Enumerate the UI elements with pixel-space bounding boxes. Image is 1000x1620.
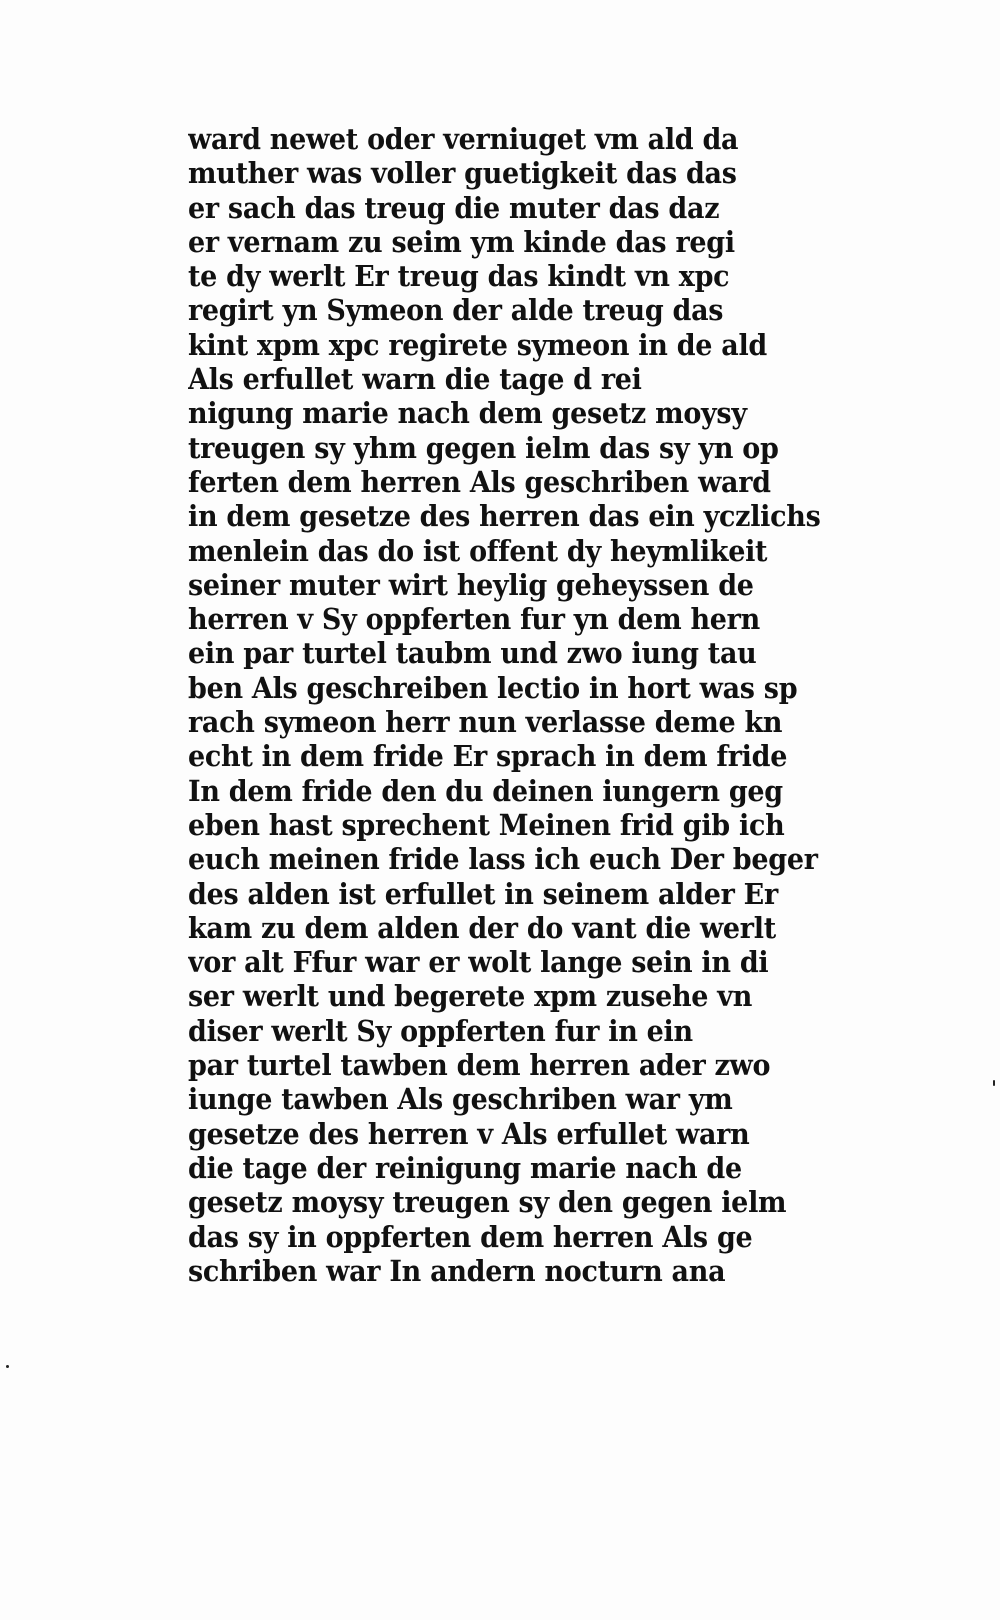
manuscript-line: des alden ist erfullet in seinem alder Er [188, 876, 778, 911]
ink-speck [993, 1080, 995, 1086]
manuscript-line: te dy werlt Er treug das kindt vn xpc [188, 259, 730, 294]
manuscript-line: muther was voller guetigkeit das das [188, 156, 737, 191]
manuscript-line: das sy in oppferten dem herren Als ge [188, 1219, 753, 1254]
manuscript-text-block [188, 122, 948, 1288]
ink-speck [6, 1365, 9, 1368]
manuscript-line: ser werlt und begerete xpm zusehe vn [188, 979, 753, 1014]
manuscript-line: iunge tawben Als geschriben war ym [188, 1082, 733, 1117]
manuscript-line: diser werlt Sy oppferten fur in ein [188, 1013, 693, 1048]
manuscript-line: menlein das do ist offent dy heymlikeit [188, 533, 768, 568]
manuscript-line: ein par turtel taubm und zwo iung tau [188, 636, 757, 671]
manuscript-line: eben hast sprechent Meinen frid gib ich [188, 807, 785, 842]
manuscript-line: regirt yn Symeon der alde treug das [188, 293, 724, 328]
manuscript-line: par turtel tawben dem herren ader zwo [188, 1048, 771, 1083]
manuscript-line: treugen sy yhm gegen ielm das sy yn op [188, 430, 779, 465]
manuscript-line: in dem gesetze des herren das ein yczlichs [188, 499, 821, 534]
manuscript-line: nigung marie nach dem gesetz moysy [188, 396, 747, 431]
manuscript-line: er vernam zu seim ym kinde das regi [188, 224, 735, 259]
manuscript-line: In dem fride den du deinen iungern geg [188, 773, 783, 808]
manuscript-line: Als erfullet warn die tage d rei [188, 362, 642, 397]
manuscript-line: vor alt Ffur war er wolt lange sein in di [188, 945, 769, 980]
manuscript-line: schriben war In andern nocturn ana [188, 1253, 726, 1288]
manuscript-line: ben Als geschreiben lectio in hort was sp [188, 670, 798, 705]
manuscript-line: ferten dem herren Als geschriben ward [188, 464, 771, 499]
manuscript-line: kint xpm xpc regirete symeon in de ald [188, 327, 768, 362]
manuscript-line: ward newet oder verniuget vm ald da [188, 122, 739, 156]
manuscript-line: kam zu dem alden der do vant die werlt [188, 910, 776, 945]
manuscript-line: gesetz moysy treugen sy den gegen ielm [188, 1185, 787, 1220]
manuscript-line: herren v Sy oppferten fur yn dem hern [188, 602, 760, 637]
manuscript-line: euch meinen fride lass ich euch Der beger [188, 842, 818, 877]
manuscript-line: er sach das treug die muter das daz [188, 190, 720, 225]
manuscript-line: echt in dem fride Er sprach in dem fride [188, 739, 788, 774]
manuscript-line: rach symeon herr nun verlasse deme kn [188, 705, 783, 740]
manuscript-line: gesetze des herren v Als erfullet warn [188, 1116, 750, 1151]
manuscript-line: seiner muter wirt heylig geheyssen de [188, 567, 754, 602]
manuscript-line: die tage der reinigung marie nach de [188, 1150, 742, 1185]
